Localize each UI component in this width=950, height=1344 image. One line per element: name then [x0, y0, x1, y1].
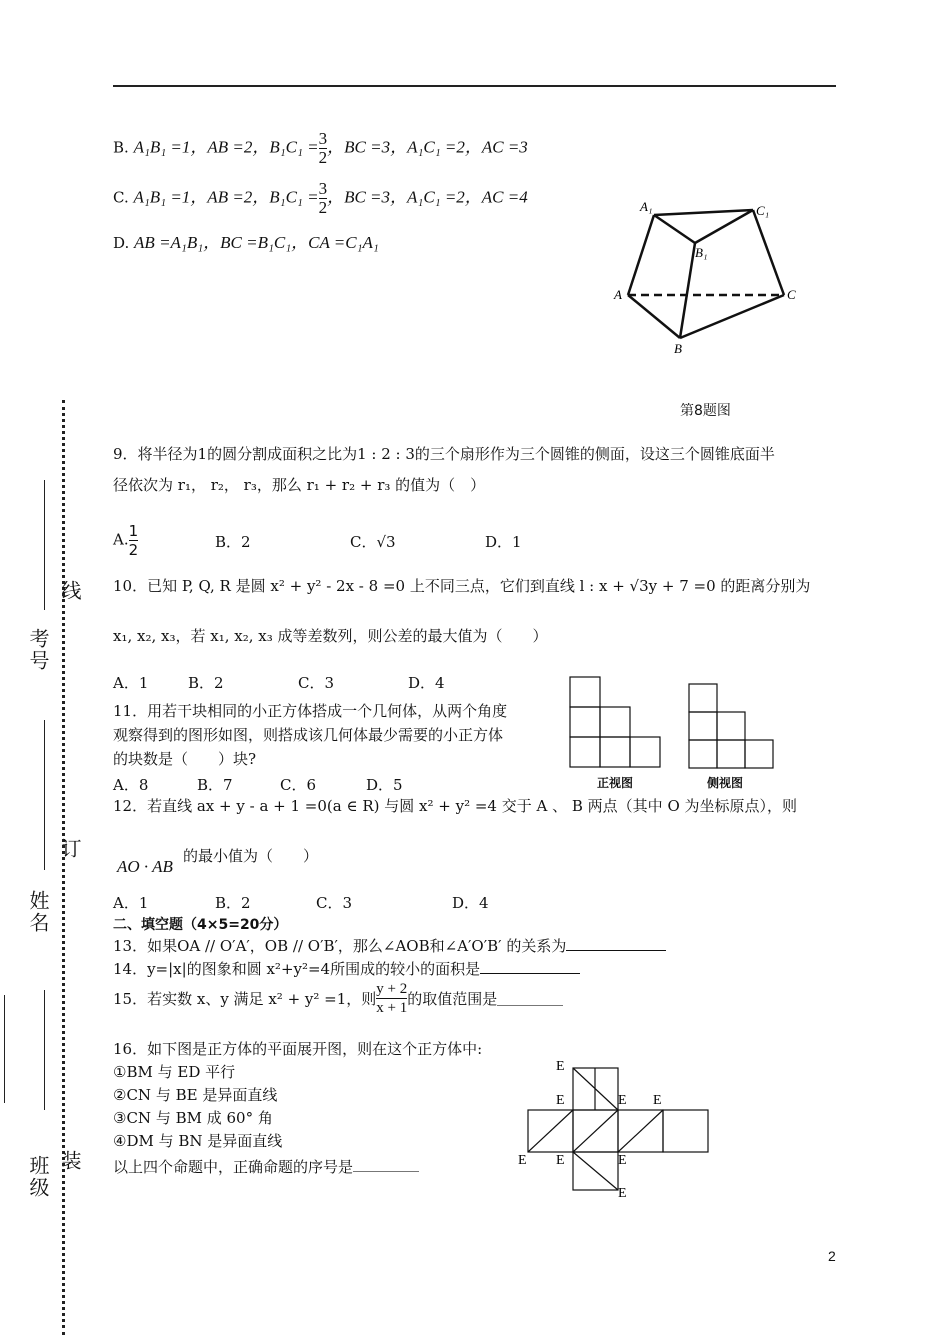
side-label-exam-no: 考号: [26, 628, 50, 672]
q14-text: 14．y=|x|的图象和圆 x²+y²=4所围成的较小的面积是: [113, 960, 481, 978]
q9-option-c: C．√3: [350, 533, 396, 551]
side-label-bind: 装: [58, 1150, 82, 1172]
q15-pre: 15．若实数 x、y 满足 x² + y² =1，则: [113, 990, 377, 1008]
q12-option-c: C．3: [316, 894, 353, 912]
q8-figure-caption: 第8题图: [680, 403, 731, 419]
q12-vector-expression: AO · AB: [117, 857, 173, 876]
q11-side-view-label: 侧视图: [707, 776, 744, 790]
q9-line1: 9．将半径为1的圆分割成面积之比为1 : 2 : 3的三个扇形作为三个圆锥的侧面，设这三个圆锥底面半: [113, 445, 775, 463]
q9-line2: 径依次为 r₁， r₂， r₃，那么 r₁ + r₂ + r₃ 的值为（ ）: [113, 476, 486, 494]
q12-option-d: D．4: [452, 894, 489, 912]
side-blank-name: [44, 720, 45, 870]
q8-option-d: [113, 228, 379, 253]
q15-frac-den: x + 1: [376, 1000, 408, 1016]
q8-option-b-label: B.: [113, 138, 129, 157]
net-label-e8: E: [618, 1186, 627, 1200]
section-2-heading: 二、填空题（4×5=20分）: [113, 917, 288, 933]
q8-option-b-fraction: [319, 130, 328, 167]
net-label-e5: E: [518, 1153, 527, 1168]
net-label-e4: E: [653, 1093, 662, 1108]
header-rule: [113, 85, 836, 87]
q15-fraction: [376, 980, 407, 1017]
net-label-e6: E: [556, 1153, 565, 1168]
q11-views-figure: [565, 672, 785, 772]
q9-option-a: [113, 522, 138, 559]
q11-line1: 11．用若干块相同的小正方体搭成一个几何体，从两个角度: [113, 702, 508, 720]
q14: [113, 958, 580, 979]
q16-statement-1: ①BM 与 ED 平行: [113, 1063, 236, 1081]
q9-option-a-fraction: [129, 522, 139, 559]
page-number: 2: [828, 1248, 836, 1264]
q9-option-b: B．2: [215, 533, 251, 551]
q13-answer-blank: [566, 936, 666, 951]
side-label-line: 线: [58, 580, 82, 602]
q13-text: 13．如果OA // O′A′，OB // O′B′，那么∠AOB和∠A′O′B′ 的关系为: [113, 937, 567, 955]
q11-line2: 观察得到的图形如图，则搭成该几何体最少需要的小正方体: [113, 726, 504, 744]
q8-option-c-frac-den: 2: [318, 198, 328, 217]
q11-front-view-label: 正视图: [597, 776, 634, 790]
q16-line1: 16．如下图是正方体的平面展开图，则在这个正方体中:: [113, 1040, 483, 1058]
q10-option-a: A．1: [113, 674, 149, 692]
side-blank-exam-no: [44, 480, 45, 610]
q8-option-c: [113, 180, 528, 217]
net-label-e7: E: [618, 1153, 627, 1168]
label-c: C: [787, 287, 796, 302]
q12-line1: 12．若直线 ax + y - a + 1 =0(a ∈ R) 与圆 x² + y² =4 交于 A 、 B 两点（其中 O 为坐标原点），则: [113, 797, 798, 815]
q11-option-c: C．6: [280, 776, 317, 794]
q10-line2: x₁, x₂, x₃，若 x₁, x₂, x₃ 成等差数列，则公差的最大值为（ ）: [113, 627, 548, 645]
side-blank-class: [44, 990, 45, 1110]
net-label-e2: E: [556, 1093, 565, 1108]
q8-option-d-label: D.: [113, 234, 130, 252]
side-bracket: [4, 995, 5, 1103]
q11-option-d: D．5: [366, 776, 403, 794]
q8-option-c-rest: ，BC =3，A₁C₁ =2，AC =4: [327, 187, 528, 207]
label-b: B: [674, 341, 682, 356]
binding-dotted-line: [62, 400, 65, 1335]
q10-option-c: C．3: [298, 674, 335, 692]
q15: [113, 980, 563, 1017]
q8-option-c-fraction: [319, 180, 328, 217]
q16-last-line: [113, 1156, 419, 1177]
q15-frac-num: y + 2: [376, 981, 408, 997]
side-label-order: 订: [58, 838, 82, 860]
label-b1: B₁: [695, 245, 708, 260]
q12-option-a: A．1: [113, 894, 149, 912]
side-label-class: 班级: [26, 1155, 50, 1199]
q9-option-d: D．1: [485, 533, 522, 551]
q10-line1: 10．已知 P, Q, R 是圆 x² + y² - 2x - 8 =0 上不同三点，它们到直线 l : x + √3y + 7 =0 的距离分别为: [113, 577, 811, 595]
q11-option-b: B．7: [197, 776, 233, 794]
q8-frustum-figure: [610, 195, 810, 360]
q9-option-a-den: 2: [128, 541, 139, 559]
net-label-e3: E: [618, 1093, 627, 1108]
q12-option-b: B．2: [215, 894, 251, 912]
q8-option-b-frac-num: 3: [318, 129, 328, 148]
q16-statement-4: ④DM 与 BN 是异面直线: [113, 1132, 283, 1150]
q16-last-text: 以上四个命题中，正确命题的序号是: [113, 1158, 354, 1176]
q13: [113, 935, 666, 956]
q8-option-b: [113, 130, 528, 167]
q10-option-d: D．4: [408, 674, 445, 692]
q16-answer-blank: [353, 1157, 419, 1172]
net-label-e1: E: [556, 1059, 565, 1074]
q8-option-d-text: AB =A₁B₁，BC =B₁C₁，CA =C₁A₁: [134, 233, 379, 252]
q8-option-b-text: A₁B₁ =1，AB =2，B₁C₁ =: [133, 137, 319, 157]
q11-option-a: A．8: [113, 776, 149, 794]
q8-option-c-frac-num: 3: [318, 179, 328, 198]
q8-option-c-label: C.: [113, 188, 129, 207]
q8-option-b-frac-den: 2: [318, 148, 328, 167]
q8-option-c-text: A₁B₁ =1，AB =2，B₁C₁ =: [133, 187, 319, 207]
q15-post: 的取值范围是: [407, 990, 498, 1008]
q9-option-a-num: 1: [128, 522, 139, 540]
q14-answer-blank: [480, 959, 580, 974]
q8-option-b-rest: ，BC =3，A₁C₁ =2，AC =3: [327, 137, 528, 157]
q15-answer-blank: [497, 991, 563, 1006]
q10-option-b: B．2: [188, 674, 224, 692]
side-label-name: 姓名: [26, 890, 50, 934]
q16-statement-2: ②CN 与 BE 是异面直线: [113, 1086, 278, 1104]
q16-statement-3: ③CN 与 BM 成 60° 角: [113, 1109, 273, 1127]
label-a: A: [614, 287, 622, 302]
q16-cube-net-figure: [510, 1050, 720, 1200]
label-c1: C₁: [756, 203, 770, 218]
q9-option-a-label: A.: [113, 530, 129, 549]
q12-line2: 的最小值为（ ）: [183, 847, 319, 865]
q11-line3: 的块数是（ ）块?: [113, 750, 257, 768]
label-a1: A₁: [640, 199, 653, 214]
